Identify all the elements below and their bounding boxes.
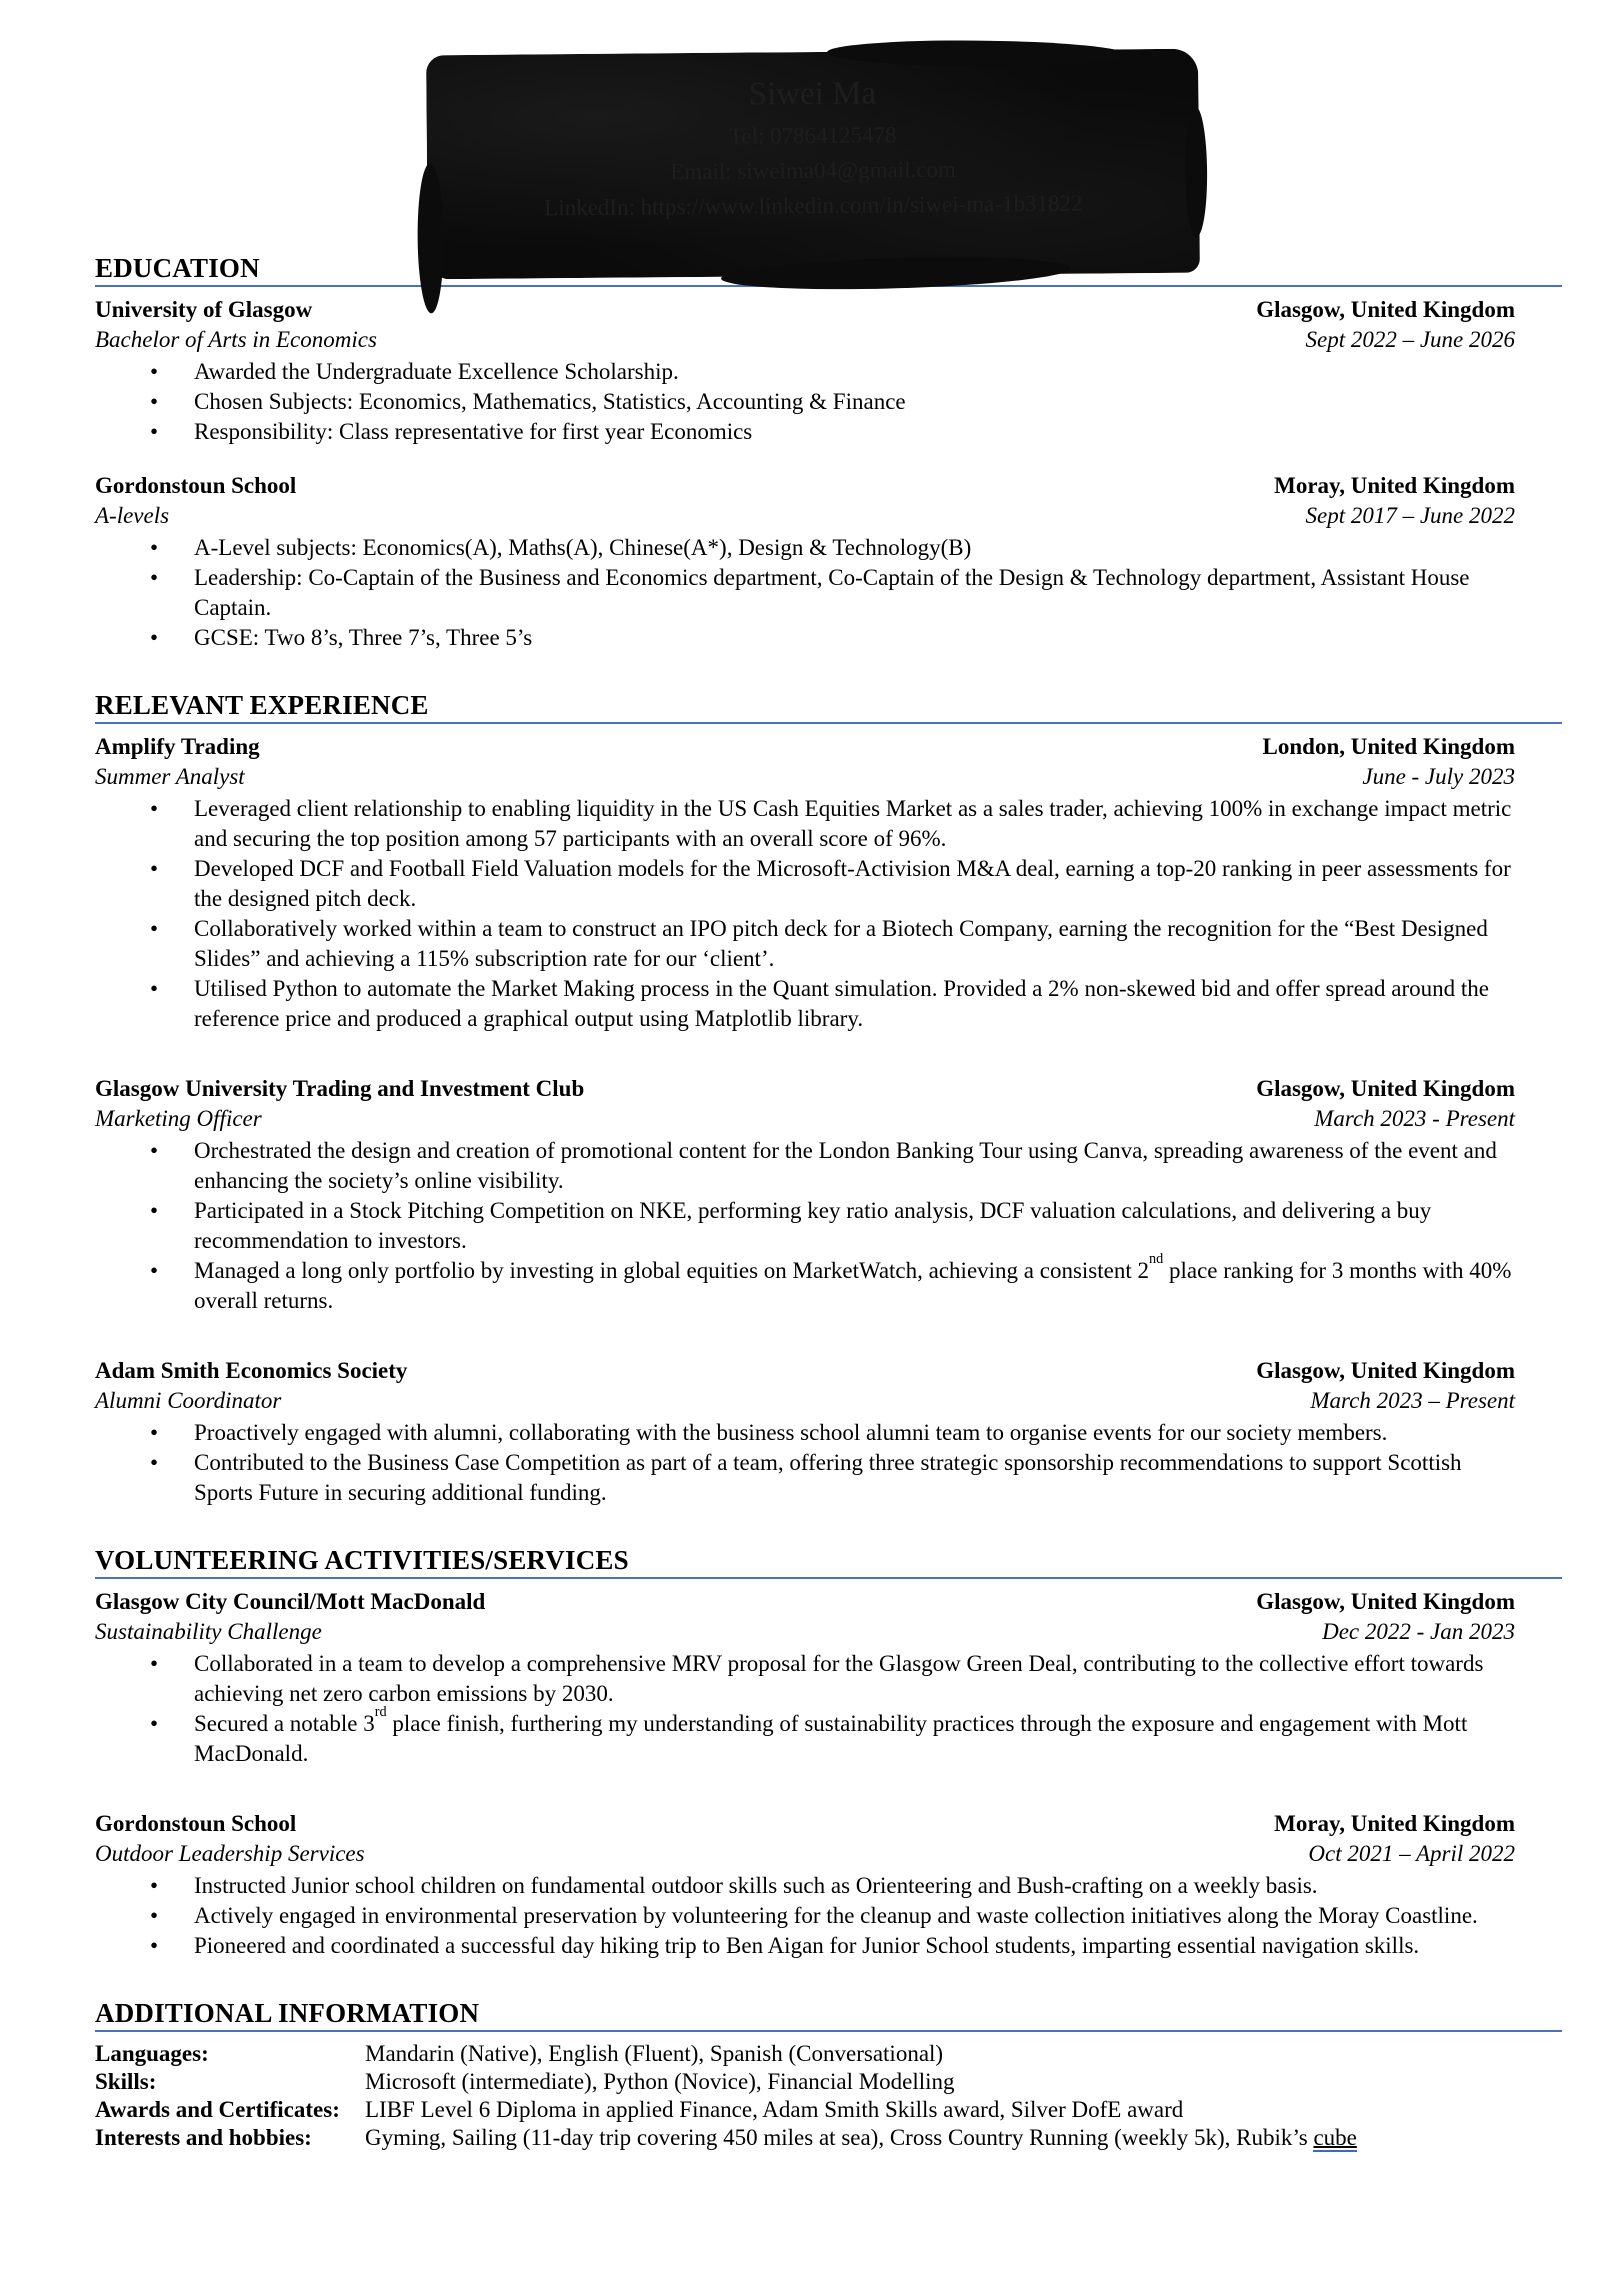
date-range: Dec 2022 - Jan 2023 [1322, 1619, 1515, 1644]
bullet-marker [150, 387, 194, 417]
date-range: June - July 2023 [1362, 764, 1515, 789]
section-volunteering [95, 1544, 1515, 1961]
org-name: Gordonstoun School [95, 473, 297, 498]
bullet-item [150, 1703, 1515, 1769]
entry-glasgow-city-council-mott-macdonald [95, 1587, 1515, 1769]
bullet-text: Orchestrated the design and creation of promotional content for the London Banking Tour using Canva, spreading awareness of the event and enhancing the society’s online visibility. [194, 1138, 1497, 1193]
role-title: Bachelor of Arts in Economics [95, 327, 377, 352]
entry-university-of-glasgow [95, 295, 1515, 447]
info-label: Interests and hobbies: [95, 2125, 312, 2150]
date-range: Sept 2017 – June 2022 [1305, 503, 1515, 528]
org-location: Moray, United Kingdom [1274, 1811, 1515, 1836]
org-name: Adam Smith Economics Society [95, 1358, 408, 1383]
bullet-item [150, 1196, 1515, 1256]
info-value [365, 2124, 1515, 2152]
bullet-text: Pioneered and coordinated a successful day hiking trip to Ben Aigan for Junior School students, imparting essential navigation skills. [194, 1933, 1420, 1958]
section-relevant-experience [95, 689, 1515, 1508]
bullet-item [150, 1931, 1515, 1961]
bullet-marker [150, 854, 194, 914]
bullet-text: Instructed Junior school children on fundamental outdoor skills such as Orienteering and Bush-crafting on a weekly basis. [194, 1873, 1318, 1898]
info-label: Skills: [95, 2069, 157, 2094]
role-title: Summer Analyst [95, 764, 245, 789]
entry-gordonstoun-school-volunteering [95, 1809, 1515, 1961]
bullet-text: Developed DCF and Football Field Valuation models for the Microsoft-Activision M&A deal, earning a top-20 ranking in peer assessments for the designed pitch deck. [194, 856, 1511, 911]
bullet-marker [150, 1256, 194, 1316]
bullet-text: Collaborated in a team to develop a comprehensive MRV proposal for the Glasgow Green Deal, contributing to the collective effort towards achieving net zero carbon emissions by 2030. [194, 1651, 1484, 1706]
org-location: Glasgow, United Kingdom [1256, 297, 1515, 322]
role-title: Outdoor Leadership Services [95, 1841, 365, 1866]
bullet-marker [150, 533, 194, 563]
section-title-education: EDUCATION [95, 252, 1562, 287]
bullet-marker [150, 1871, 194, 1901]
org-location: Glasgow, United Kingdom [1256, 1076, 1515, 1101]
redaction-blob [1185, 107, 1208, 237]
section-title-relevant-experience: RELEVANT EXPERIENCE [95, 689, 1562, 724]
date-range: March 2023 - Present [1314, 1106, 1515, 1131]
linkedin-line: LinkedIn: https://www.linkedin.com/in/siwei-ma-1b31822 [544, 190, 1083, 221]
org-location: Glasgow, United Kingdom [1256, 1589, 1515, 1614]
role-title: Marketing Officer [95, 1106, 262, 1131]
bullet-item [150, 854, 1515, 914]
bullet-marker [150, 974, 194, 1034]
section-education [95, 252, 1515, 653]
info-row-awards [95, 2096, 1515, 2124]
candidate-name: Siwei Ma [748, 75, 877, 113]
bullet-marker [150, 417, 194, 447]
bullet-text: Secured a notable 3rd place finish, furthering my understanding of sustainability practices through the exposure and engagement with Mott MacDonald. [194, 1703, 1468, 1766]
bullet-marker [150, 357, 194, 387]
section-title-additional-information: ADDITIONAL INFORMATION [95, 1997, 1562, 2032]
bullet-item [150, 1250, 1515, 1316]
role-title: A-levels [95, 503, 170, 528]
info-label: Languages: [95, 2041, 209, 2066]
bullet-text: Collaboratively worked within a team to construct an IPO pitch deck for a Biotech Company, earning the recognition for the “Best Designed Slides” and achieving a 115% subscription rate for our ‘client’. [194, 916, 1488, 971]
additional-info-rows [95, 2040, 1515, 2152]
bullet-item [150, 1649, 1515, 1709]
org-name: Glasgow University Trading and Investment Club [95, 1076, 585, 1101]
resume-header [95, 0, 1515, 252]
info-value: LIBF Level 6 Diploma in applied Finance, Adam Smith Skills award, Silver DofE award [365, 2097, 1184, 2122]
bullet-marker [150, 623, 194, 653]
bullet-text: Actively engaged in environmental preservation by volunteering for the cleanup and waste collection initiatives along the Moray Coastline. [194, 1903, 1478, 1928]
bullet-marker [150, 1418, 194, 1448]
redaction-scribble [426, 49, 1200, 280]
bullet-item [150, 623, 1515, 653]
org-name: Amplify Trading [95, 734, 260, 759]
section-title-volunteering: VOLUNTEERING ACTIVITIES/SERVICES [95, 1544, 1562, 1579]
info-row-skills [95, 2068, 1515, 2096]
bullet-text: Utilised Python to automate the Market Making process in the Quant simulation. Provided a 2% non-skewed bid and offer spread around the reference price and produced a graphical output using Matplotlib library. [194, 976, 1489, 1031]
bullet-marker [150, 1709, 194, 1769]
info-value: Microsoft (intermediate), Python (Novice), Financial Modelling [365, 2069, 955, 2094]
bullet-text: Awarded the Undergraduate Excellence Scholarship. [194, 359, 679, 384]
org-location: Glasgow, United Kingdom [1256, 1358, 1515, 1383]
bullet-marker [150, 1901, 194, 1931]
bullet-text: Participated in a Stock Pitching Competition on NKE, performing key ratio analysis, DCF valuation calculations, and delivering a buy recommendation to investors. [194, 1198, 1432, 1253]
bullet-item [150, 1871, 1515, 1901]
role-title: Sustainability Challenge [95, 1619, 322, 1644]
bullet-text: Chosen Subjects: Economics, Mathematics, Statistics, Accounting & Finance [194, 389, 906, 414]
bullet-marker [150, 1649, 194, 1709]
org-name: Gordonstoun School [95, 1811, 297, 1836]
bullet-text: Proactively engaged with alumni, collaborating with the business school alumni team to organise events for our society members. [194, 1420, 1388, 1445]
bullet-marker [150, 563, 194, 623]
bullet-text: GCSE: Two 8’s, Three 7’s, Three 5’s [194, 625, 533, 650]
info-label: Awards and Certificates: [95, 2097, 340, 2122]
bullet-text: Leadership: Co-Captain of the Business and Economics department, Co-Captain of the Design & Technology department, Assistant House Captain. [194, 565, 1470, 620]
redaction-blob [827, 39, 1127, 68]
date-range: March 2023 – Present [1310, 1388, 1515, 1413]
bullet-item [150, 533, 1515, 563]
bullet-item [150, 794, 1515, 854]
bullet-item [150, 563, 1515, 623]
bullet-item [150, 914, 1515, 974]
bullet-item [150, 1136, 1515, 1196]
email-line: Email: siweima04@gmail.com [670, 156, 956, 185]
phone-line: Tel: 07864125478 [728, 122, 897, 149]
info-value: Mandarin (Native), English (Fluent), Spanish (Conversational) [365, 2041, 944, 2066]
bullet-marker [150, 914, 194, 974]
bullet-marker [150, 1196, 194, 1256]
bullet-marker [150, 1931, 194, 1961]
cube-link[interactable]: cube [1313, 2125, 1357, 2150]
bullet-item [150, 357, 1515, 387]
bullet-text: Contributed to the Business Case Competition as part of a team, offering three strategic sponsorship recommendations to support Scottish Sports Future in securing additional funding. [194, 1450, 1462, 1505]
entry-adam-smith-economics-society [95, 1356, 1515, 1508]
org-name: University of Glasgow [95, 297, 313, 322]
bullet-marker [150, 1448, 194, 1508]
date-range: Oct 2021 – April 2022 [1308, 1841, 1515, 1866]
bullet-text: Responsibility: Class representative for first year Economics [194, 419, 753, 444]
bullet-text: A-Level subjects: Economics(A), Maths(A), Chinese(A*), Design & Technology(B) [194, 535, 972, 560]
bullet-text: Leveraged client relationship to enabling liquidity in the US Cash Equities Market as a sales trader, achieving 100% in exchange impact metric and securing the top position among 57 participants with an overall score of 96%. [194, 796, 1512, 851]
bullet-item [150, 1901, 1515, 1931]
org-location: Moray, United Kingdom [1274, 473, 1515, 498]
entry-gordonstoun-school [95, 471, 1515, 653]
date-range: Sept 2022 – June 2026 [1305, 327, 1515, 352]
role-title: Alumni Coordinator [95, 1388, 282, 1413]
bullet-item [150, 974, 1515, 1034]
org-location: London, United Kingdom [1262, 734, 1515, 759]
org-name: Glasgow City Council/Mott MacDonald [95, 1589, 486, 1614]
section-additional-information [95, 1997, 1515, 2152]
bullet-item [150, 1418, 1515, 1448]
bullet-marker [150, 794, 194, 854]
info-row-interests [95, 2124, 1515, 2152]
bullet-item [150, 1448, 1515, 1508]
info-row-languages [95, 2040, 1515, 2068]
entry-amplify-trading [95, 732, 1515, 1034]
bullet-marker [150, 1136, 194, 1196]
bullet-item [150, 417, 1515, 447]
entry-glasgow-university-trading-and-investment-club [95, 1074, 1515, 1316]
interests-text: Gyming, Sailing (11-day trip covering 450 miles at sea), Cross Country Running (weekly 5k), Rubik’s [365, 2125, 1314, 2150]
bullet-item [150, 387, 1515, 417]
bullet-text: Managed a long only portfolio by investing in global equities on MarketWatch, achieving a consistent 2nd place ranking for 3 months with 40% overall returns. [194, 1250, 1512, 1313]
